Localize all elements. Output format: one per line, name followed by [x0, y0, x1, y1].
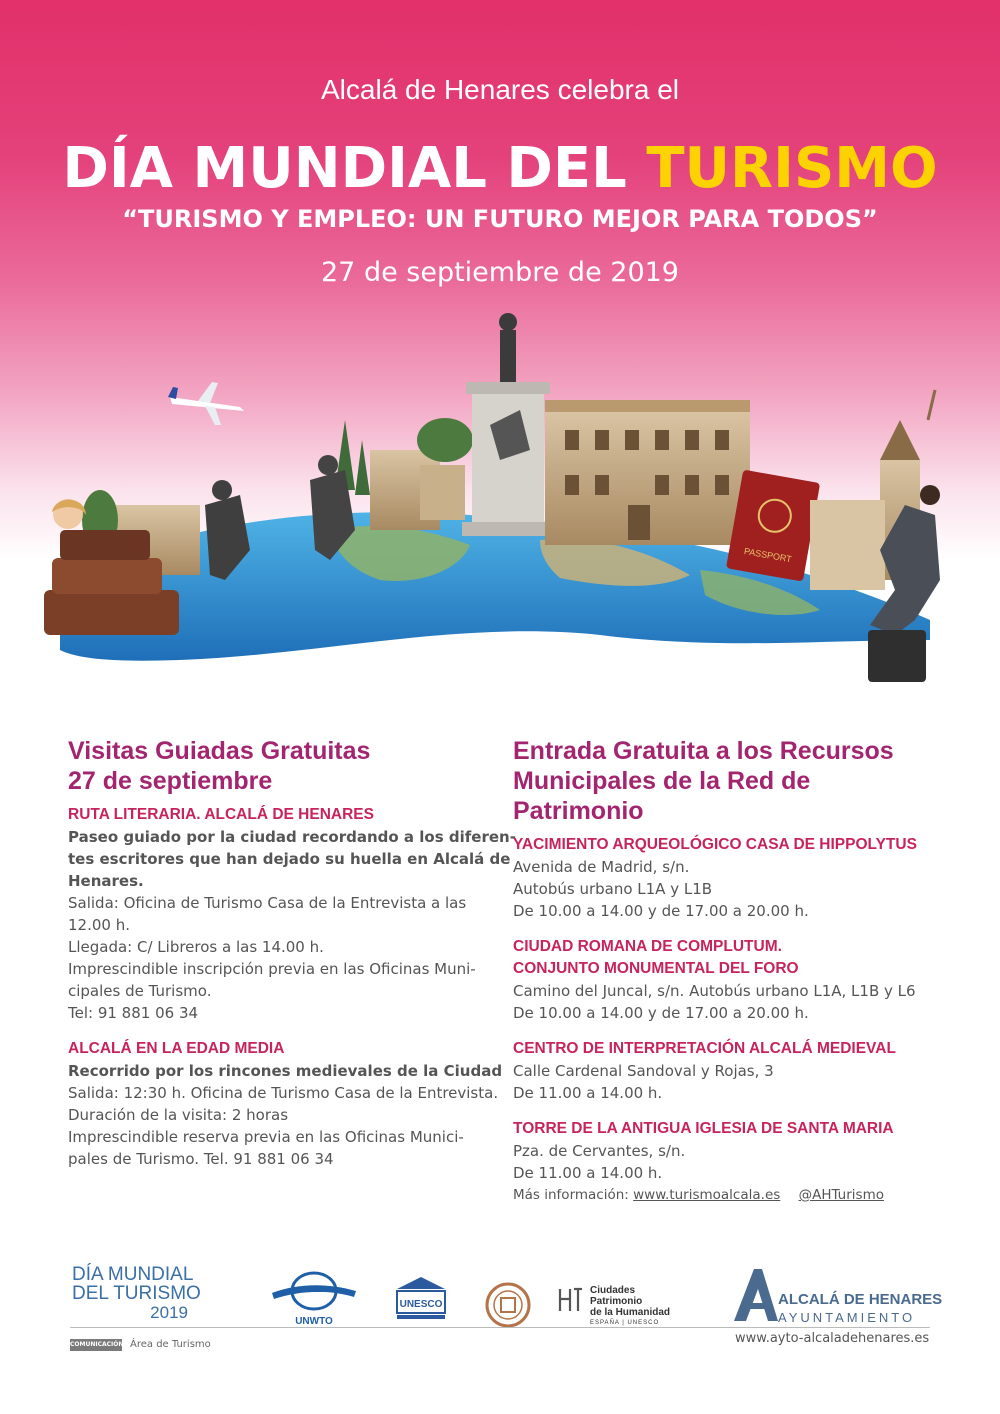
more-info-label: Más información:: [513, 1187, 629, 1203]
venue-line: Calle Cardenal Sandoval y Rojas, 3: [513, 1062, 774, 1080]
area-turismo-label: Área de Turismo: [130, 1339, 211, 1350]
venue-line: De 10.00 a 14.00 y de 17.00 a 20.00 h.: [513, 902, 809, 920]
section-title: Visitas Guiadas Gratuitas: [68, 737, 371, 765]
ciudades-patrimonio-icon: [556, 1285, 586, 1315]
free-entry-section: [513, 736, 943, 1206]
edad-media-title: ALCALÁ EN LA EDAD MEDIA: [68, 1040, 285, 1057]
dia-mundial-logo: [72, 1265, 202, 1322]
unwto-logo: [268, 1269, 360, 1327]
hero-banner: [0, 0, 1000, 700]
venue-line: Camino del Juncal, s/n. Autobús urbano L1A, L1B y L6: [513, 982, 916, 1000]
section-subtitle: Municipales de la Red de Patrimonio: [513, 767, 811, 825]
venue-title: YACIMIENTO ARQUEOLÓGICO CASA DE HIPPOLYTUS: [513, 836, 917, 853]
twitter-handle-link[interactable]: @AHTurismo: [798, 1187, 884, 1203]
venue-title: CENTRO DE INTERPRETACIÓN ALCALÁ MEDIEVAL: [513, 1040, 896, 1057]
ruta-detail-line: 12.00 h.: [68, 916, 130, 934]
ruta-detail-line: Salida: Oficina de Turismo Casa de la Entrevista a las: [68, 894, 467, 912]
venue-line: De 11.00 a 14.00 h.: [513, 1164, 663, 1182]
airplane-icon: [168, 382, 244, 425]
ruta-title: RUTA LITERARIA. ALCALÁ DE HENARES: [68, 806, 374, 823]
ayuntamiento-website-link[interactable]: www.ayto-alcaladehenares.es: [735, 1331, 930, 1346]
footer-logos: [0, 1255, 1000, 1414]
ruta-desc-line: Henares.: [68, 872, 144, 890]
edad-media-desc: Recorrido por los rincones medievales de la Ciudad: [68, 1062, 503, 1080]
dm-logo-line2: DEL TURISMO: [72, 1283, 201, 1304]
cph-line: de la Humanidad: [590, 1307, 671, 1318]
venue-title: CIUDAD ROMANA DE COMPLUTUM.: [513, 938, 782, 955]
cph-line: ESPAÑA | UNESCO: [590, 1320, 660, 1326]
guided-visits-section: [68, 736, 516, 1170]
edad-media-line: Imprescindible reserva previa en las Oficinas Munici-: [68, 1128, 464, 1146]
venue-title: TORRE DE LA ANTIGUA IGLESIA DE SANTA MARIA: [513, 1120, 894, 1137]
unwto-label: UNWTO: [295, 1316, 333, 1327]
ruta-phone: Tel: 91 881 06 34: [68, 1004, 199, 1022]
edad-media-line: Duración de la visita: 2 horas: [68, 1106, 289, 1124]
venue-line: Autobús urbano L1A y L1B: [513, 880, 713, 898]
more-info: [513, 1184, 943, 1206]
dm-logo-line1: DÍA MUNDIAL: [72, 1264, 194, 1285]
ruta-desc-line: tes escritores que han dejado su huella en Alcalá de: [68, 850, 511, 868]
venue-line: Pza. de Cervantes, s/n.: [513, 1142, 686, 1160]
event-date: 27 de septiembre de 2019: [321, 257, 679, 288]
alcala-logo-subtitle: AYUNTAMIENTO: [778, 1310, 916, 1325]
world-heritage-emblem: [484, 1281, 532, 1329]
alcala-a-logo-icon: [732, 1267, 778, 1323]
venue-title: CONJUNTO MONUMENTAL DEL FORO: [513, 960, 799, 977]
page-title: [0, 136, 1000, 201]
cph-line: Ciudades: [590, 1285, 636, 1296]
title-accent: TURISMO: [646, 136, 938, 201]
ruta-detail-line: Llegada: C/ Libreros a las 14.00 h.: [68, 938, 324, 956]
unesco-logo: [393, 1275, 449, 1323]
tagline: “TURISMO Y EMPLEO: UN FUTURO MEJOR PARA TODOS”: [122, 205, 878, 233]
tourism-collage-illustration: [0, 290, 1000, 700]
venue-line: De 10.00 a 14.00 y de 17.00 a 20.00 h.: [513, 1004, 809, 1022]
ruta-detail-line: cipales de Turismo.: [68, 982, 212, 1000]
title-part1: DÍA MUNDIAL DEL: [62, 136, 647, 201]
intro-text: Alcalá de Henares celebra el: [321, 74, 679, 105]
cph-line: Patrimonio: [590, 1296, 643, 1307]
ciudades-patrimonio-logo: [590, 1285, 670, 1329]
alcala-logo-title: ALCALÁ DE HENARES: [778, 1291, 943, 1308]
unesco-label: UNESCO: [399, 1299, 443, 1310]
ruta-detail-line: Imprescindible inscripción previa en las Oficinas Muni-: [68, 960, 476, 978]
footer-divider: [70, 1327, 930, 1328]
tourism-website-link[interactable]: www.turismoalcala.es: [633, 1187, 781, 1203]
venue-line: De 11.00 a 14.00 h.: [513, 1084, 663, 1102]
venue-line: Avenida de Madrid, s/n.: [513, 858, 690, 876]
passport-label: PASSPORT: [743, 546, 793, 565]
section-title: Entrada Gratuita a los Recursos: [513, 737, 894, 765]
section-subtitle: 27 de septiembre: [68, 767, 273, 795]
edad-media-line: pales de Turismo. Tel. 91 881 06 34: [68, 1150, 334, 1168]
ruta-desc-line: Paseo guiado por la ciudad recordando a los diferen-: [68, 828, 516, 846]
dm-logo-year: 2019: [150, 1303, 188, 1322]
comunicacion-badge: COMUNICACIÓN: [70, 1339, 122, 1351]
edad-media-line: Salida: 12:30 h. Oficina de Turismo Casa de la Entrevista.: [68, 1084, 499, 1102]
